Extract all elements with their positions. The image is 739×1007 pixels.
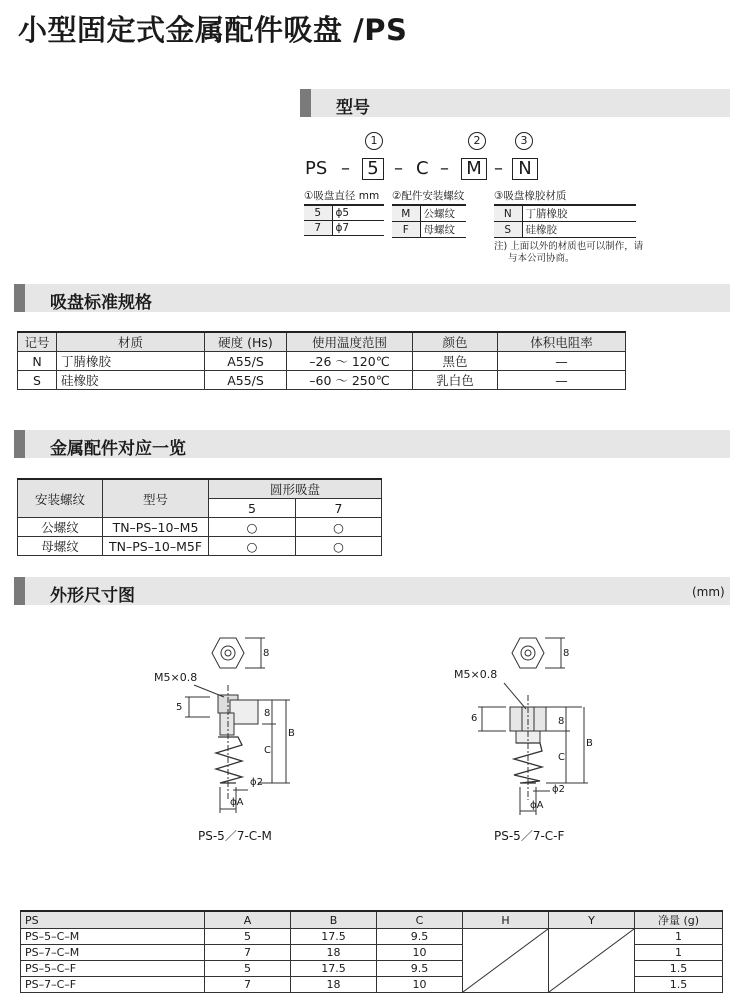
table-row bbox=[392, 222, 466, 238]
code-c: C bbox=[416, 158, 429, 179]
column-header: 安装螺纹 bbox=[18, 479, 103, 518]
code-dash-1: – bbox=[341, 158, 350, 179]
column-header: 颜色 bbox=[413, 332, 498, 352]
code-size-box: 5 bbox=[362, 158, 384, 180]
model-section-title: 型号 bbox=[336, 98, 370, 118]
left-dim-label: ϕ2 bbox=[250, 777, 263, 788]
code-prefix: PS bbox=[305, 158, 328, 179]
section-marker bbox=[14, 577, 25, 605]
table-cell: TN–PS–10–M5 bbox=[103, 518, 209, 537]
table-cell: 1.5 bbox=[635, 977, 723, 993]
model-section-header bbox=[300, 89, 730, 117]
table-cell: A55/S bbox=[205, 371, 287, 390]
section-marker bbox=[14, 430, 25, 458]
page-title: 小型固定式金属配件吸盘 /PS bbox=[18, 13, 408, 47]
table-cell: –60 ～ 250℃ bbox=[287, 371, 413, 390]
right-thread-label: M5×0.8 bbox=[454, 668, 498, 681]
column-header: 型号 bbox=[103, 479, 209, 518]
option-value: 母螺纹 bbox=[423, 224, 455, 236]
code-dash-2: – bbox=[394, 158, 403, 179]
table-row bbox=[304, 220, 384, 235]
spec-section-header bbox=[14, 284, 730, 312]
table-cell: ○ bbox=[209, 518, 296, 537]
material-option-header: ③吸盘橡胶材质 bbox=[494, 190, 567, 202]
spec-section-title: 吸盘标准规格 bbox=[50, 293, 152, 313]
option-value: 硅橡胶 bbox=[525, 224, 557, 236]
column-header: 7 bbox=[296, 499, 382, 518]
left-hex-label: 8 bbox=[263, 648, 270, 659]
table-cell: TN–PS–10–M5F bbox=[103, 537, 209, 556]
note-line-1: 注) 上面以外的材质也可以制作，请 bbox=[494, 241, 644, 252]
column-header: 净量 (g) bbox=[635, 911, 723, 929]
table-cell: N bbox=[18, 352, 57, 371]
right-dim-label: ϕ2 bbox=[552, 784, 565, 795]
option-value: ϕ5 bbox=[335, 206, 350, 219]
code-dash-3: – bbox=[440, 158, 449, 179]
left-dim-label: 8 bbox=[264, 708, 271, 719]
column-header: B bbox=[291, 911, 377, 929]
left-dim-label: 5 bbox=[176, 702, 183, 713]
note-line-2: 与本公司协商。 bbox=[508, 253, 575, 264]
left-thread-label: M5×0.8 bbox=[154, 671, 198, 684]
table-cell: 17.5 bbox=[291, 961, 377, 977]
table-cell: 母螺纹 bbox=[18, 537, 103, 556]
spec-table bbox=[17, 331, 626, 390]
table-header-row bbox=[21, 911, 723, 929]
table-cell: 10 bbox=[377, 977, 463, 993]
table-row bbox=[392, 205, 466, 222]
table-cell: 1.5 bbox=[635, 961, 723, 977]
table-cell: 1 bbox=[635, 929, 723, 945]
column-header: 5 bbox=[209, 499, 296, 518]
option-code: 7 bbox=[304, 220, 332, 235]
table-cell: S bbox=[18, 371, 57, 390]
code-material-box: N bbox=[512, 158, 538, 180]
table-row bbox=[494, 205, 636, 222]
option-value: 公螺纹 bbox=[423, 208, 455, 220]
table-cell: PS–7–C–F bbox=[21, 977, 205, 993]
column-header: 材质 bbox=[57, 332, 205, 352]
table-cell: ○ bbox=[209, 537, 296, 556]
option-code: 5 bbox=[304, 205, 332, 220]
code-thread-box: M bbox=[461, 158, 487, 180]
circled-number-2: 2 bbox=[468, 132, 486, 150]
table-cell: 17.5 bbox=[291, 929, 377, 945]
right-dim-label: C bbox=[558, 752, 565, 763]
female-fitting-drawing bbox=[440, 625, 610, 825]
diagonal-cell-h bbox=[463, 929, 549, 993]
option-code: N bbox=[494, 205, 522, 222]
fitting-section-title: 金属配件对应一览 bbox=[50, 439, 186, 459]
table-cell: –26 ～ 120℃ bbox=[287, 352, 413, 371]
table-cell: ○ bbox=[296, 518, 382, 537]
section-marker bbox=[14, 284, 25, 312]
table-row bbox=[18, 537, 382, 556]
table-cell: 1 bbox=[635, 945, 723, 961]
fitting-table bbox=[17, 478, 382, 556]
right-dim-label: 6 bbox=[471, 713, 478, 724]
code-dash-4: – bbox=[494, 158, 503, 179]
table-row bbox=[304, 205, 384, 220]
table-cell: PS–5–C–F bbox=[21, 961, 205, 977]
table-cell: 5 bbox=[205, 961, 291, 977]
dimension-section-title: 外形尺寸图 bbox=[50, 586, 135, 606]
table-cell: 黑色 bbox=[413, 352, 498, 371]
option-code: S bbox=[494, 222, 522, 238]
left-drawing-caption: PS-5／7-C-M bbox=[198, 829, 272, 843]
column-header: 记号 bbox=[18, 332, 57, 352]
size-option-table bbox=[304, 204, 384, 236]
table-row bbox=[18, 518, 382, 537]
table-cell: 乳白色 bbox=[413, 371, 498, 390]
table-cell: PS–7–C–M bbox=[21, 945, 205, 961]
right-dim-label: ϕA bbox=[530, 800, 544, 811]
table-row bbox=[494, 222, 636, 238]
column-header: C bbox=[377, 911, 463, 929]
circled-number-3: 3 bbox=[515, 132, 533, 150]
table-cell: 18 bbox=[291, 945, 377, 961]
table-cell: A55/S bbox=[205, 352, 287, 371]
diagonal-cell-y bbox=[549, 929, 635, 993]
right-dim-label: B bbox=[586, 738, 593, 749]
column-header: 硬度 (Hs) bbox=[205, 332, 287, 352]
column-header: PS bbox=[21, 911, 205, 929]
table-cell: PS–5–C–M bbox=[21, 929, 205, 945]
fitting-section-header bbox=[14, 430, 730, 458]
column-header: Y bbox=[549, 911, 635, 929]
column-header: 使用温度范围 bbox=[287, 332, 413, 352]
column-header: 圆形吸盘 bbox=[209, 479, 382, 499]
table-cell: 9.5 bbox=[377, 929, 463, 945]
option-code: F bbox=[392, 222, 420, 238]
left-dim-label: B bbox=[288, 728, 295, 739]
unit-label: (mm) bbox=[692, 585, 725, 599]
table-row bbox=[18, 371, 626, 390]
table-row bbox=[21, 929, 723, 945]
right-hex-label: 8 bbox=[563, 648, 570, 659]
column-header: A bbox=[205, 911, 291, 929]
table-cell: 丁腈橡胶 bbox=[57, 352, 205, 371]
table-cell: ○ bbox=[296, 537, 382, 556]
table-row bbox=[18, 352, 626, 371]
left-dim-label: C bbox=[264, 745, 271, 756]
table-header-row bbox=[18, 332, 626, 352]
dimension-section-header bbox=[14, 577, 730, 605]
column-header: H bbox=[463, 911, 549, 929]
option-value: 丁腈橡胶 bbox=[525, 208, 568, 220]
table-cell: — bbox=[498, 371, 626, 390]
right-dim-label: 8 bbox=[558, 716, 565, 727]
size-option-header: ①吸盘直径 mm bbox=[304, 190, 380, 202]
right-drawing-caption: PS-5／7-C-F bbox=[494, 829, 565, 843]
dimension-table bbox=[20, 910, 723, 993]
table-cell: 7 bbox=[205, 945, 291, 961]
table-cell: 9.5 bbox=[377, 961, 463, 977]
male-fitting-drawing bbox=[140, 625, 310, 825]
table-cell: 5 bbox=[205, 929, 291, 945]
left-dim-label: ϕA bbox=[230, 797, 244, 808]
table-cell: 7 bbox=[205, 977, 291, 993]
thread-option-header: ②配件安装螺纹 bbox=[392, 190, 465, 202]
section-marker bbox=[300, 89, 311, 117]
table-cell: 18 bbox=[291, 977, 377, 993]
table-cell: 公螺纹 bbox=[18, 518, 103, 537]
table-cell: 10 bbox=[377, 945, 463, 961]
thread-option-table bbox=[392, 204, 466, 238]
table-header-row bbox=[18, 479, 382, 499]
table-cell: — bbox=[498, 352, 626, 371]
column-header: 体积电阻率 bbox=[498, 332, 626, 352]
material-option-table bbox=[494, 204, 636, 238]
option-code: M bbox=[392, 205, 420, 222]
option-value: ϕ7 bbox=[335, 221, 350, 234]
circled-number-1: 1 bbox=[365, 132, 383, 150]
table-cell: 硅橡胶 bbox=[57, 371, 205, 390]
